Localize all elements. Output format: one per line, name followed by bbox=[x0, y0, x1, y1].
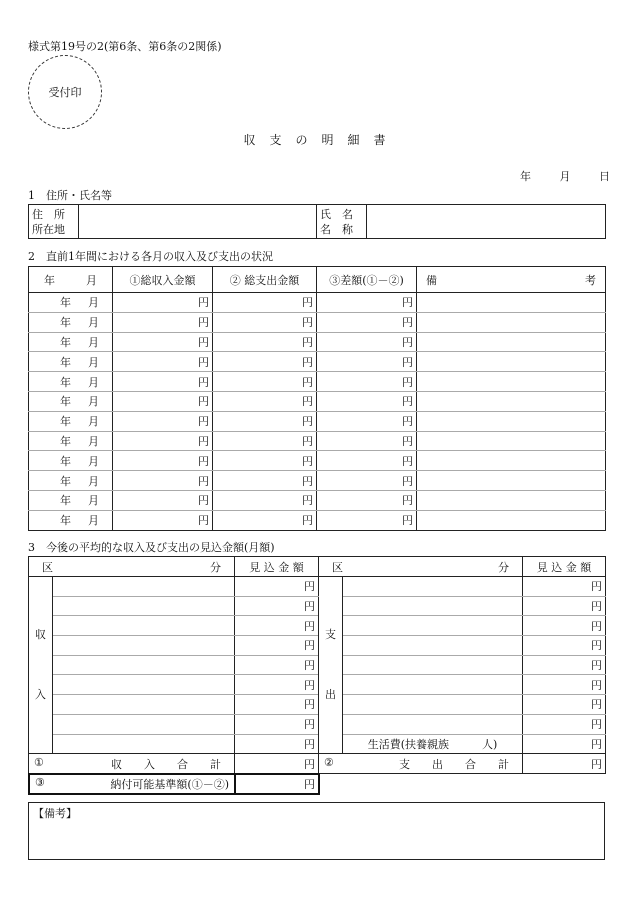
estimate-table bbox=[28, 556, 606, 774]
remarks-cell[interactable] bbox=[417, 372, 606, 392]
income-amount-cell[interactable] bbox=[235, 695, 319, 715]
total-income-amount[interactable] bbox=[235, 754, 319, 774]
yen-unit: 円 bbox=[591, 580, 602, 594]
income-amount-cell[interactable] bbox=[235, 655, 319, 675]
yen-unit: 円 bbox=[402, 434, 413, 448]
expense-item-cell[interactable] bbox=[343, 714, 523, 734]
row-month: 月 bbox=[88, 375, 99, 389]
remarks-cell[interactable] bbox=[417, 332, 606, 352]
diff-cell[interactable] bbox=[317, 510, 417, 530]
monthly-row bbox=[29, 510, 606, 530]
income-amount-cell[interactable] bbox=[235, 675, 319, 695]
living-cost-label: 生活費(扶養親族 人) bbox=[367, 737, 498, 751]
diff-cell[interactable] bbox=[317, 372, 417, 392]
remarks-cell[interactable] bbox=[417, 471, 606, 491]
yen-unit: 円 bbox=[591, 737, 602, 751]
yen-unit: 円 bbox=[402, 316, 413, 330]
name-label-2: 名 称 bbox=[320, 222, 353, 236]
yen-unit: 円 bbox=[304, 718, 315, 732]
monthly-row bbox=[29, 332, 606, 352]
yen-unit: 円 bbox=[302, 494, 313, 508]
row-year: 年 bbox=[60, 474, 71, 488]
yen-unit: 円 bbox=[302, 296, 313, 310]
income-cell[interactable] bbox=[113, 411, 213, 431]
estimate-header-right: 見 込 金 額 bbox=[523, 557, 606, 577]
kubun-left-2: 分 bbox=[210, 560, 221, 574]
yen-unit: 円 bbox=[302, 335, 313, 349]
yen-unit: 円 bbox=[198, 395, 209, 409]
yen-unit: 円 bbox=[402, 415, 413, 429]
expense-side-1: 支 bbox=[325, 628, 336, 642]
income-item-cell[interactable] bbox=[53, 577, 235, 597]
income-cell[interactable] bbox=[113, 352, 213, 372]
expense-cell[interactable] bbox=[213, 352, 317, 372]
yen-unit: 円 bbox=[198, 434, 209, 448]
yen-unit: 円 bbox=[304, 619, 315, 633]
monthly-row bbox=[29, 312, 606, 332]
yen-unit: 円 bbox=[198, 375, 209, 389]
address-label-2: 所在地 bbox=[32, 222, 65, 236]
header-income: ①総収入金額 bbox=[113, 267, 213, 293]
yen-unit: 円 bbox=[304, 737, 315, 751]
yen-unit: 円 bbox=[302, 355, 313, 369]
income-cell[interactable] bbox=[113, 372, 213, 392]
estimate-row bbox=[29, 596, 606, 616]
yen-unit: 円 bbox=[302, 316, 313, 330]
yen-unit: 円 bbox=[591, 639, 602, 653]
remarks-cell[interactable] bbox=[417, 490, 606, 510]
diff-cell[interactable] bbox=[317, 431, 417, 451]
section3-heading: 3 今後の平均的な収入及び支出の見込金額(月額) bbox=[28, 541, 275, 554]
expense-amount-cell[interactable] bbox=[523, 596, 606, 616]
yen-unit: 円 bbox=[304, 678, 315, 692]
expense-item-cell[interactable] bbox=[343, 675, 523, 695]
section1-heading: 1 住所・氏名等 bbox=[28, 189, 112, 202]
form-number: 様式第19号の2(第6条、第6条の2関係) bbox=[28, 40, 222, 53]
expense-amount-cell[interactable] bbox=[523, 675, 606, 695]
yen-unit: 円 bbox=[304, 778, 315, 791]
yen-unit: 円 bbox=[402, 335, 413, 349]
expense-item-cell[interactable] bbox=[343, 596, 523, 616]
yen-unit: 円 bbox=[302, 434, 313, 448]
row-month: 月 bbox=[88, 395, 99, 409]
total-expense-label: 支 出 合 計 bbox=[399, 757, 509, 771]
diff-cell[interactable] bbox=[317, 451, 417, 471]
row-month: 月 bbox=[88, 454, 99, 468]
yen-unit: 円 bbox=[198, 454, 209, 468]
receipt-stamp bbox=[28, 55, 102, 129]
estimate-row bbox=[29, 577, 606, 597]
diff-cell[interactable] bbox=[317, 352, 417, 372]
yen-unit: 円 bbox=[402, 375, 413, 389]
total-income-num: ① bbox=[34, 755, 44, 769]
expense-cell[interactable] bbox=[213, 411, 317, 431]
estimate-row bbox=[29, 655, 606, 675]
income-amount-cell[interactable] bbox=[235, 596, 319, 616]
row-year: 年 bbox=[60, 415, 71, 429]
yen-unit: 円 bbox=[198, 474, 209, 488]
address-name-table bbox=[28, 204, 606, 239]
name-label-1: 氏 名 bbox=[320, 207, 353, 221]
address-field[interactable] bbox=[79, 205, 317, 239]
yen-unit: 円 bbox=[591, 600, 602, 614]
monthly-row bbox=[29, 431, 606, 451]
row-year: 年 bbox=[60, 335, 71, 349]
expense-amount-cell[interactable] bbox=[523, 577, 606, 597]
diff-cell[interactable] bbox=[317, 471, 417, 491]
estimate-row bbox=[29, 616, 606, 636]
expense-cell[interactable] bbox=[213, 293, 317, 313]
income-item-cell[interactable] bbox=[53, 616, 235, 636]
yen-unit: 円 bbox=[198, 316, 209, 330]
row-year: 年 bbox=[60, 296, 71, 310]
row-year: 年 bbox=[60, 494, 71, 508]
remarks-cell[interactable] bbox=[417, 293, 606, 313]
yen-unit: 円 bbox=[302, 454, 313, 468]
monthly-header-row bbox=[29, 267, 606, 293]
income-cell[interactable] bbox=[113, 332, 213, 352]
yen-unit: 円 bbox=[304, 580, 315, 594]
income-cell[interactable] bbox=[113, 293, 213, 313]
payable-label: 納付可能基準額(①－②) bbox=[110, 778, 229, 791]
remarks-label: 【備考】 bbox=[33, 807, 77, 820]
diff-cell[interactable] bbox=[317, 411, 417, 431]
monthly-row bbox=[29, 411, 606, 431]
expense-item-cell[interactable] bbox=[343, 655, 523, 675]
yen-unit: 円 bbox=[402, 355, 413, 369]
expense-cell[interactable] bbox=[213, 471, 317, 491]
date-year: 年 bbox=[520, 170, 531, 183]
diff-cell[interactable] bbox=[317, 490, 417, 510]
income-cell[interactable] bbox=[113, 471, 213, 491]
income-amount-cell[interactable] bbox=[235, 714, 319, 734]
monthly-row bbox=[29, 352, 606, 372]
yen-unit: 円 bbox=[591, 678, 602, 692]
estimate-row bbox=[29, 675, 606, 695]
income-item-cell[interactable] bbox=[53, 655, 235, 675]
expense-cell[interactable] bbox=[213, 510, 317, 530]
expense-amount-cell[interactable] bbox=[523, 734, 606, 754]
income-item-cell[interactable] bbox=[53, 695, 235, 715]
row-month: 月 bbox=[88, 494, 99, 508]
row-year: 年 bbox=[60, 454, 71, 468]
yen-unit: 円 bbox=[591, 757, 602, 771]
remarks-box[interactable] bbox=[28, 802, 605, 860]
income-cell[interactable] bbox=[113, 510, 213, 530]
payable-num: ③ bbox=[35, 776, 45, 789]
yen-unit: 円 bbox=[198, 355, 209, 369]
row-year: 年 bbox=[60, 355, 71, 369]
estimate-header-left: 見 込 金 額 bbox=[235, 557, 319, 577]
income-item-cell[interactable] bbox=[53, 636, 235, 656]
row-month: 月 bbox=[88, 434, 99, 448]
address-label-1: 住 所 bbox=[32, 207, 65, 221]
income-item-cell[interactable] bbox=[53, 596, 235, 616]
yen-unit: 円 bbox=[402, 514, 413, 528]
estimate-header-row bbox=[29, 557, 606, 577]
row-month: 月 bbox=[88, 296, 99, 310]
expense-cell[interactable] bbox=[213, 312, 317, 332]
header-remarks-1: 備 bbox=[426, 273, 437, 287]
expense-item-cell[interactable] bbox=[343, 636, 523, 656]
yen-unit: 円 bbox=[402, 296, 413, 310]
date-day: 日 bbox=[599, 170, 610, 183]
payable-amount[interactable] bbox=[235, 774, 319, 794]
expense-amount-cell[interactable] bbox=[523, 714, 606, 734]
yen-unit: 円 bbox=[302, 395, 313, 409]
estimate-row bbox=[29, 636, 606, 656]
expense-amount-cell[interactable] bbox=[523, 616, 606, 636]
header-year: 年 bbox=[44, 273, 55, 287]
kubun-right-2: 分 bbox=[498, 560, 509, 574]
yen-unit: 円 bbox=[198, 514, 209, 528]
remarks-cell[interactable] bbox=[417, 411, 606, 431]
income-amount-cell[interactable] bbox=[235, 734, 319, 754]
yen-unit: 円 bbox=[591, 659, 602, 673]
expense-amount-cell[interactable] bbox=[523, 695, 606, 715]
monthly-row bbox=[29, 451, 606, 471]
income-side-1: 収 bbox=[35, 628, 46, 642]
stamp-label: 受付印 bbox=[48, 86, 82, 99]
expense-item-cell[interactable] bbox=[343, 577, 523, 597]
total-expense-amount[interactable] bbox=[523, 754, 606, 774]
monthly-row bbox=[29, 372, 606, 392]
totals-row bbox=[29, 754, 606, 774]
expense-item-cell[interactable] bbox=[343, 616, 523, 636]
kubun-right-1: 区 bbox=[332, 560, 343, 574]
yen-unit: 円 bbox=[304, 600, 315, 614]
income-cell[interactable] bbox=[113, 391, 213, 411]
row-month: 月 bbox=[88, 474, 99, 488]
yen-unit: 円 bbox=[198, 415, 209, 429]
expense-cell[interactable] bbox=[213, 490, 317, 510]
date-month: 月 bbox=[559, 170, 571, 183]
header-diff: ③差額(①－②) bbox=[317, 267, 417, 293]
yen-unit: 円 bbox=[591, 718, 602, 732]
row-month: 月 bbox=[88, 316, 99, 330]
expense-amount-cell[interactable] bbox=[523, 655, 606, 675]
row-month: 月 bbox=[88, 514, 99, 528]
expense-cell[interactable] bbox=[213, 431, 317, 451]
remarks-cell[interactable] bbox=[417, 391, 606, 411]
yen-unit: 円 bbox=[402, 454, 413, 468]
monthly-row bbox=[29, 471, 606, 491]
expense-cell[interactable] bbox=[213, 451, 317, 471]
name-field[interactable] bbox=[367, 205, 606, 239]
income-cell[interactable] bbox=[113, 451, 213, 471]
diff-cell[interactable] bbox=[317, 312, 417, 332]
total-income-label: 収 入 合 計 bbox=[111, 757, 221, 771]
estimate-row bbox=[29, 734, 606, 754]
income-cell[interactable] bbox=[113, 312, 213, 332]
income-side-label bbox=[29, 577, 53, 754]
kubun-left-1: 区 bbox=[42, 560, 53, 574]
monthly-row bbox=[29, 391, 606, 411]
yen-unit: 円 bbox=[198, 494, 209, 508]
monthly-table bbox=[28, 266, 606, 531]
income-amount-cell[interactable] bbox=[235, 616, 319, 636]
row-month: 月 bbox=[88, 355, 99, 369]
yen-unit: 円 bbox=[302, 514, 313, 528]
section2-heading: 2 直前1年間における各月の収入及び支出の状況 bbox=[28, 250, 273, 263]
estimate-row bbox=[29, 714, 606, 734]
yen-unit: 円 bbox=[304, 659, 315, 673]
expense-side-label bbox=[319, 577, 343, 754]
yen-unit: 円 bbox=[302, 474, 313, 488]
income-item-cell[interactable] bbox=[53, 734, 235, 754]
payable-table bbox=[28, 773, 320, 795]
row-year: 年 bbox=[60, 514, 71, 528]
header-month: 月 bbox=[86, 273, 97, 287]
monthly-row bbox=[29, 293, 606, 313]
yen-unit: 円 bbox=[304, 757, 315, 771]
yen-unit: 円 bbox=[304, 698, 315, 712]
expense-amount-cell[interactable] bbox=[523, 636, 606, 656]
yen-unit: 円 bbox=[402, 494, 413, 508]
income-side-2: 入 bbox=[35, 688, 46, 702]
income-amount-cell[interactable] bbox=[235, 636, 319, 656]
header-remarks-2: 考 bbox=[585, 273, 596, 287]
expense-cell[interactable] bbox=[213, 332, 317, 352]
income-amount-cell[interactable] bbox=[235, 577, 319, 597]
living-cost-cell[interactable] bbox=[343, 734, 523, 754]
expense-side-2: 出 bbox=[325, 688, 336, 702]
row-year: 年 bbox=[60, 434, 71, 448]
row-year: 年 bbox=[60, 375, 71, 389]
row-month: 月 bbox=[88, 415, 99, 429]
diff-cell[interactable] bbox=[317, 332, 417, 352]
remarks-cell[interactable] bbox=[417, 352, 606, 372]
yen-unit: 円 bbox=[591, 698, 602, 712]
header-expense: ② 総支出金額 bbox=[213, 267, 317, 293]
yen-unit: 円 bbox=[402, 474, 413, 488]
doc-title: 収 支 の 明 細 書 bbox=[243, 133, 387, 147]
estimate-row bbox=[29, 695, 606, 715]
remarks-cell[interactable] bbox=[417, 451, 606, 471]
income-item-cell[interactable] bbox=[53, 675, 235, 695]
row-year: 年 bbox=[60, 316, 71, 330]
remarks-cell[interactable] bbox=[417, 431, 606, 451]
income-item-cell[interactable] bbox=[53, 714, 235, 734]
total-expense-num: ② bbox=[324, 755, 334, 769]
yen-unit: 円 bbox=[402, 395, 413, 409]
yen-unit: 円 bbox=[302, 375, 313, 389]
expense-cell[interactable] bbox=[213, 391, 317, 411]
yen-unit: 円 bbox=[302, 415, 313, 429]
income-cell[interactable] bbox=[113, 490, 213, 510]
remarks-cell[interactable] bbox=[417, 312, 606, 332]
remarks-cell[interactable] bbox=[417, 510, 606, 530]
diff-cell[interactable] bbox=[317, 391, 417, 411]
row-month: 月 bbox=[88, 335, 99, 349]
yen-unit: 円 bbox=[304, 639, 315, 653]
diff-cell[interactable] bbox=[317, 293, 417, 313]
yen-unit: 円 bbox=[198, 335, 209, 349]
monthly-row bbox=[29, 490, 606, 510]
date-row bbox=[520, 168, 610, 184]
row-year: 年 bbox=[60, 395, 71, 409]
yen-unit: 円 bbox=[198, 296, 209, 310]
expense-item-cell[interactable] bbox=[343, 695, 523, 715]
yen-unit: 円 bbox=[591, 619, 602, 633]
expense-cell[interactable] bbox=[213, 372, 317, 392]
income-cell[interactable] bbox=[113, 431, 213, 451]
